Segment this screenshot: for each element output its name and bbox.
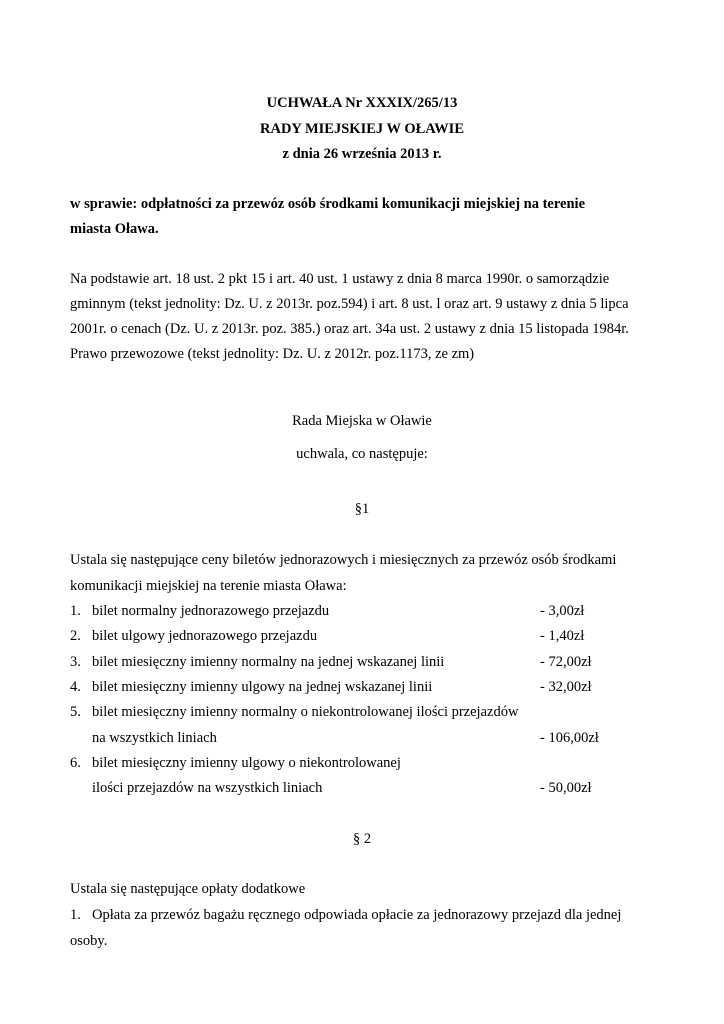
ticket-price: - 3,00zł [540,603,585,619]
council-resolves: uchwala, co następuje: [296,446,428,462]
fee-item-text: Opłata za przewóz bagażu ręcznego odpowiada opłacie za jednorazowy przejazd dla jednej [92,907,622,923]
resolution-date: z dnia 26 września 2013 r. [282,146,442,162]
subject-line-2: miasta Oława. [70,221,159,237]
list-item-number: 3. [70,654,81,670]
section-2-heading: § 2 [352,831,372,847]
section-1-heading: §1 [354,501,370,517]
legal-basis-line-1: Na podstawie art. 18 ust. 2 pkt 15 i art. 40 ust. 1 ustawy z dnia 8 marca 1990r. o samorządzie [70,271,610,287]
ticket-item-text: bilet normalny jednorazowego przejazdu [92,603,330,619]
ticket-price: - 50,00zł [540,780,592,796]
ticket-item-text-continued: ilości przejazdów na wszystkich liniach [92,780,323,796]
list-item-number: 1. [70,907,81,923]
list-item-number: 2. [70,628,81,644]
ticket-item-text: bilet miesięczny imienny ulgowy na jednej wskazanej linii [92,679,433,695]
section-1-intro-line-1: Ustala się następujące ceny biletów jednorazowych i miesięcznych za przewóz osób środkami [70,552,617,568]
list-item-number: 1. [70,603,81,619]
fee-item-text-continued: osoby. [70,933,108,949]
ticket-item-text-continued: na wszystkich liniach [92,730,217,746]
section-2-intro: Ustala się następujące opłaty dodatkowe [70,881,306,897]
resolution-issuer: RADY MIEJSKIEJ W OŁAWIE [260,121,464,137]
legal-basis-line-3: 2001r. o cenach (Dz. U. z 2013r. poz. 385.) oraz art. 34a ust. 2 ustawy z dnia 15 listopada 1984r. [70,321,629,337]
ticket-price: - 72,00zł [540,654,592,670]
ticket-price: - 1,40zł [540,628,585,644]
ticket-price: - 32,00zł [540,679,592,695]
ticket-item-text: bilet miesięczny imienny normalny o niekontrolowanej ilości przejazdów [92,704,519,720]
list-item-number: 4. [70,679,81,695]
ticket-price: - 106,00zł [540,730,599,746]
legal-basis-line-4: Prawo przewozowe (tekst jednolity: Dz. U. z 2012r. poz.1173, ze zm) [70,346,475,362]
section-1-intro-line-2: komunikacji miejskiej na terenie miasta Oława: [70,578,347,594]
council-name: Rada Miejska w Oławie [292,413,432,429]
list-item-number: 6. [70,755,81,771]
legal-basis-line-2: gminnym (tekst jednolity: Dz. U. z 2013r. poz.594) i art. 8 ust. l oraz art. 9 ustawy z dnia 5 lipca [70,296,629,312]
list-item-number: 5. [70,704,81,720]
ticket-item-text: bilet miesięczny imienny ulgowy o niekontrolowanej [92,755,401,771]
ticket-item-text: bilet miesięczny imienny normalny na jednej wskazanej linii [92,654,445,670]
subject-line-1: w sprawie: odpłatności za przewóz osób środkami komunikacji miejskiej na terenie [70,196,586,212]
ticket-item-text: bilet ulgowy jednorazowego przejazdu [92,628,318,644]
resolution-title: UCHWAŁA Nr XXXIX/265/13 [266,95,458,111]
